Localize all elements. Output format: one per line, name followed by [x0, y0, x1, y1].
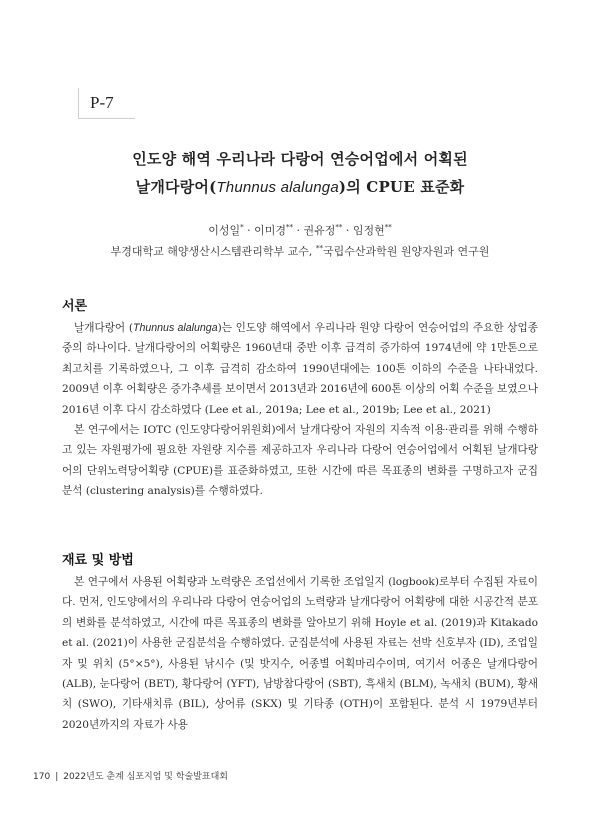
author: 이미경	[254, 224, 286, 237]
poster-tag: P-7	[90, 93, 114, 112]
footer-text: 2022년도 춘계 심포지엄 및 학술발표대회	[63, 772, 228, 782]
section-body-methods	[62, 572, 538, 735]
author: 임정현	[352, 224, 385, 237]
affiliation: 부경대학교 해양생산시스템관리학부 교수, **국립수산과학원 원양자원과 연구원	[110, 244, 490, 258]
paragraph: 본 연구에서 사용된 어획량과 노력량은 조업선에서 기록한 조업일지 (logbook)로부터 수집된 자료이다. 먼저, 인도양에서의 우리나라 다랑어 연승어업의 노력량과 날개다랑어 어획량에 대한 시공간적 분포의 변화를 분석하였고, 시간에 따른 목표종의 변화를 알아보기 위해 Hoyle et al. (2019)과 Kitakado et al. (2021)이 사용한 군집분석을 수행하였다. 군집분석에 사용된 자료는 선박 신호부자 (ID), 조업일자 및 위치 (5°×5°), 사용된 낚시수 (및 밧지수, 어종별 어획마리수이며, 여기서 어종은 날개다랑어 (ALB), 눈다랑어 (BET), 황다랑어 (YFT), 남방참다랑어 (SBT), 흑새치 (BLM), 녹새치 (BUM), 황새치 (SWO), 기타새치류 (BIL), 상어류 (SKX) 및 기타종 (OTH)이 포함된다. 분석 시 1979년부터 2020년까지의 자료가 사용	[62, 576, 538, 731]
section-body-intro	[62, 318, 538, 502]
authors: 이성일* · 이미경** · 권유정** · 임정현**	[208, 223, 392, 237]
title-species: Thunnus alalunga	[216, 179, 339, 196]
paragraph: 날개다랑어 (Thunnus alalunga)는 인도양 해역에서 우리나라 원양 다랑어 연승어업의 주요한 상업종 중의 하나이다. 날개다랑어의 어획량은 1960년대 중반 이후 급격히 증가하여 1974년에 약 1만톤으로 최고치를 기록하였으나, 그 이후 급격히 감소하여 1990년대에는 100톤 이하의 수준을 나타내었다. 2009년 이후 어획량은 증가추세를 보이면서 2013년과 2016년에 600톤 이상의 어획 수준을 보였으나 2016년 이후 다시 감소하였다 (Lee et al., 2019a; Lee et al., 2019b; Lee et al., 2021)	[62, 322, 538, 416]
author: 권유정	[303, 224, 336, 237]
section-heading-methods: 재료 및 방법	[62, 553, 134, 568]
paragraph: 본 연구에서는 IOTC (인도양다랑어위원회)에서 날개다랑어 자원의 지속적 이용·관리를 위해 수행하고 있는 자원평가에 필요한 자원량 지수를 제공하고자 우리나라 다랑어 연승어업에서 어획된 날개다랑어의 단위노력당어획량 (CPUE)를 표준화하였고, 또한 시간에 따른 목표종의 변화를 구명하고자 군집분석 (clustering analysis)를 수행하였다.	[62, 424, 538, 498]
page-footer: 170 | 2022년도 춘계 심포지엄 및 학술발표대회	[33, 772, 228, 782]
title-pre: 날개다랑어(	[135, 178, 217, 196]
page-number: 170	[33, 772, 51, 782]
title-line-2	[0, 176, 600, 197]
title-post: )의 CPUE 표준화	[338, 178, 465, 196]
title-line-1: 인도양 해역 우리나라 다랑어 연승어업에서 어획된	[132, 150, 468, 168]
author: 이성일	[208, 224, 241, 237]
section-heading-intro: 서론	[62, 299, 88, 314]
